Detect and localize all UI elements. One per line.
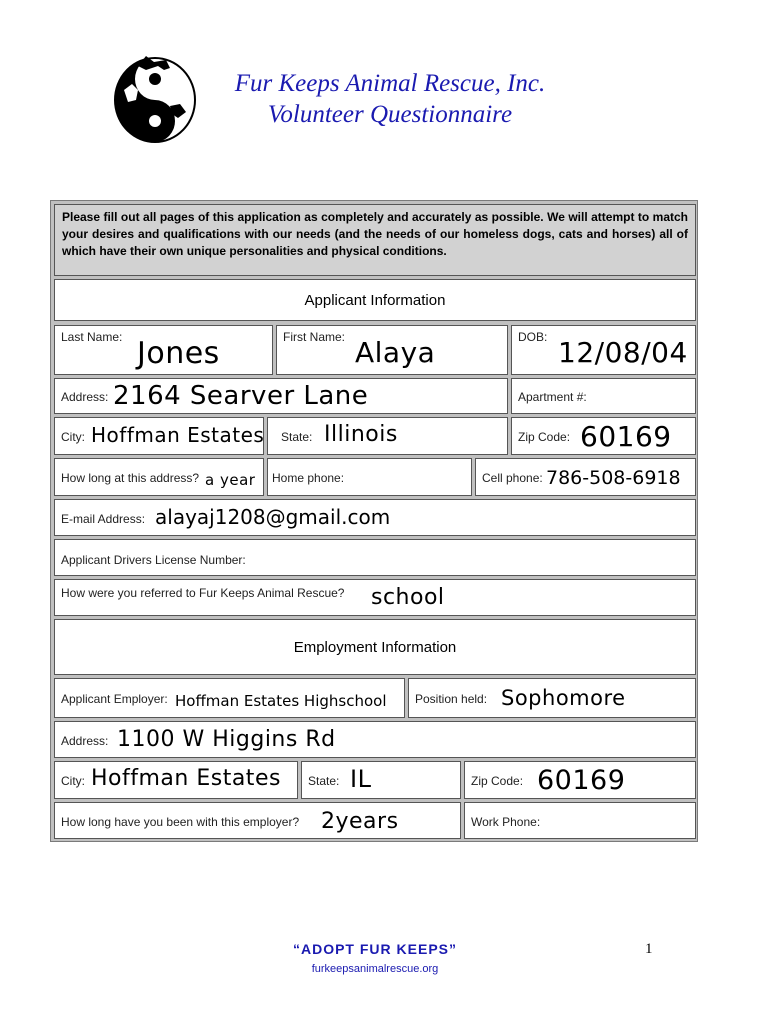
application-form: [50, 200, 698, 842]
license-label: Applicant Drivers License Number:: [61, 553, 246, 567]
employment-section-heading: Employment Information: [54, 619, 696, 675]
referred-value: school: [371, 585, 445, 610]
applicant-section-heading: Applicant Information: [54, 279, 696, 321]
employer-address-label: Address:: [61, 734, 109, 748]
address-field[interactable]: [54, 378, 508, 414]
how-long-address-field[interactable]: [54, 458, 264, 496]
how-long-address-value: a year: [205, 471, 256, 489]
apartment-field[interactable]: [511, 378, 696, 414]
first-name-field[interactable]: [276, 325, 508, 375]
employer-zip-value: 60169: [537, 765, 626, 796]
employer-city-label: City:: [61, 774, 85, 788]
footer-slogan: “ADOPT FUR KEEPS”: [292, 941, 457, 957]
first-name-value: Alaya: [355, 336, 436, 369]
position-value: Sophomore: [501, 686, 626, 710]
employer-value: Hoffman Estates Highschool: [175, 692, 387, 710]
zip-label: Zip Code:: [518, 430, 571, 444]
work-phone-label: Work Phone:: [471, 815, 541, 829]
document-title: [200, 68, 580, 130]
cell-phone-label: Cell phone:: [482, 471, 543, 485]
referred-field[interactable]: [54, 579, 696, 616]
city-value: Hoffman Estates: [91, 423, 265, 447]
intro-instructions: Please fill out all pages of this application as completely and accurately as possible. We will attempt to match your desires and qualifications with our needs (and the needs of our homeless dogs, cats and horses) all of which have their own unique personalities and physical conditions.: [54, 204, 696, 276]
last-name-label: Last Name:: [61, 330, 123, 344]
work-phone-field[interactable]: [464, 802, 696, 839]
email-label: E-mail Address:: [61, 512, 146, 526]
title-line-1: Fur Keeps Animal Rescue, Inc.: [234, 70, 546, 97]
apartment-label: Apartment #:: [518, 390, 587, 404]
last-name-value: Jones: [137, 336, 220, 371]
address-value: 2164 Searver Lane: [113, 381, 369, 411]
how-long-address-label: How long at this address?: [61, 471, 200, 485]
license-field[interactable]: [54, 539, 696, 576]
employer-field[interactable]: [54, 678, 405, 718]
logo-icon: [112, 50, 198, 146]
employer-state-label: State:: [308, 774, 340, 788]
footer-website: furkeepsanimalrescue.org: [311, 963, 439, 975]
position-field[interactable]: [408, 678, 696, 718]
employer-city-field[interactable]: [54, 761, 298, 799]
home-phone-label: Home phone:: [272, 471, 345, 485]
state-value: Illinois: [324, 422, 398, 447]
city-label: City:: [61, 430, 85, 444]
home-phone-field[interactable]: [267, 458, 472, 496]
employer-address-field[interactable]: [54, 721, 696, 758]
employer-duration-field[interactable]: [54, 802, 461, 839]
zip-field[interactable]: [511, 417, 696, 455]
employer-zip-label: Zip Code:: [471, 774, 524, 788]
employer-duration-label: How long have you been with this employer?: [61, 815, 300, 829]
address-label: Address:: [61, 390, 109, 404]
employer-zip-field[interactable]: [464, 761, 696, 799]
email-field[interactable]: [54, 499, 696, 536]
employer-address-value: 1100 W Higgins Rd: [117, 727, 336, 752]
email-value: alayaj1208@gmail.com: [155, 505, 391, 529]
employer-label: Applicant Employer:: [61, 692, 168, 706]
first-name-label: First Name:: [283, 330, 346, 344]
dob-field[interactable]: [511, 325, 696, 375]
employer-state-value: IL: [350, 765, 372, 793]
cell-phone-value: 786-508-6918: [546, 467, 681, 489]
state-field[interactable]: [267, 417, 508, 455]
state-label: State:: [281, 430, 313, 444]
last-name-field[interactable]: [54, 325, 273, 375]
employer-duration-value: 2years: [321, 809, 399, 834]
dob-value: 12/08/04: [558, 336, 688, 369]
position-label: Position held:: [415, 692, 488, 706]
employer-city-value: Hoffman Estates: [91, 766, 281, 791]
city-field[interactable]: [54, 417, 264, 455]
cell-phone-field[interactable]: [475, 458, 696, 496]
dob-label: DOB:: [518, 330, 548, 344]
zip-value: 60169: [580, 420, 672, 453]
employer-state-field[interactable]: [301, 761, 461, 799]
referred-label: How were you referred to Fur Keeps Animal Rescue?: [61, 586, 345, 600]
title-line-2: Volunteer Questionnaire: [267, 101, 513, 128]
page-number: 1: [645, 941, 653, 957]
